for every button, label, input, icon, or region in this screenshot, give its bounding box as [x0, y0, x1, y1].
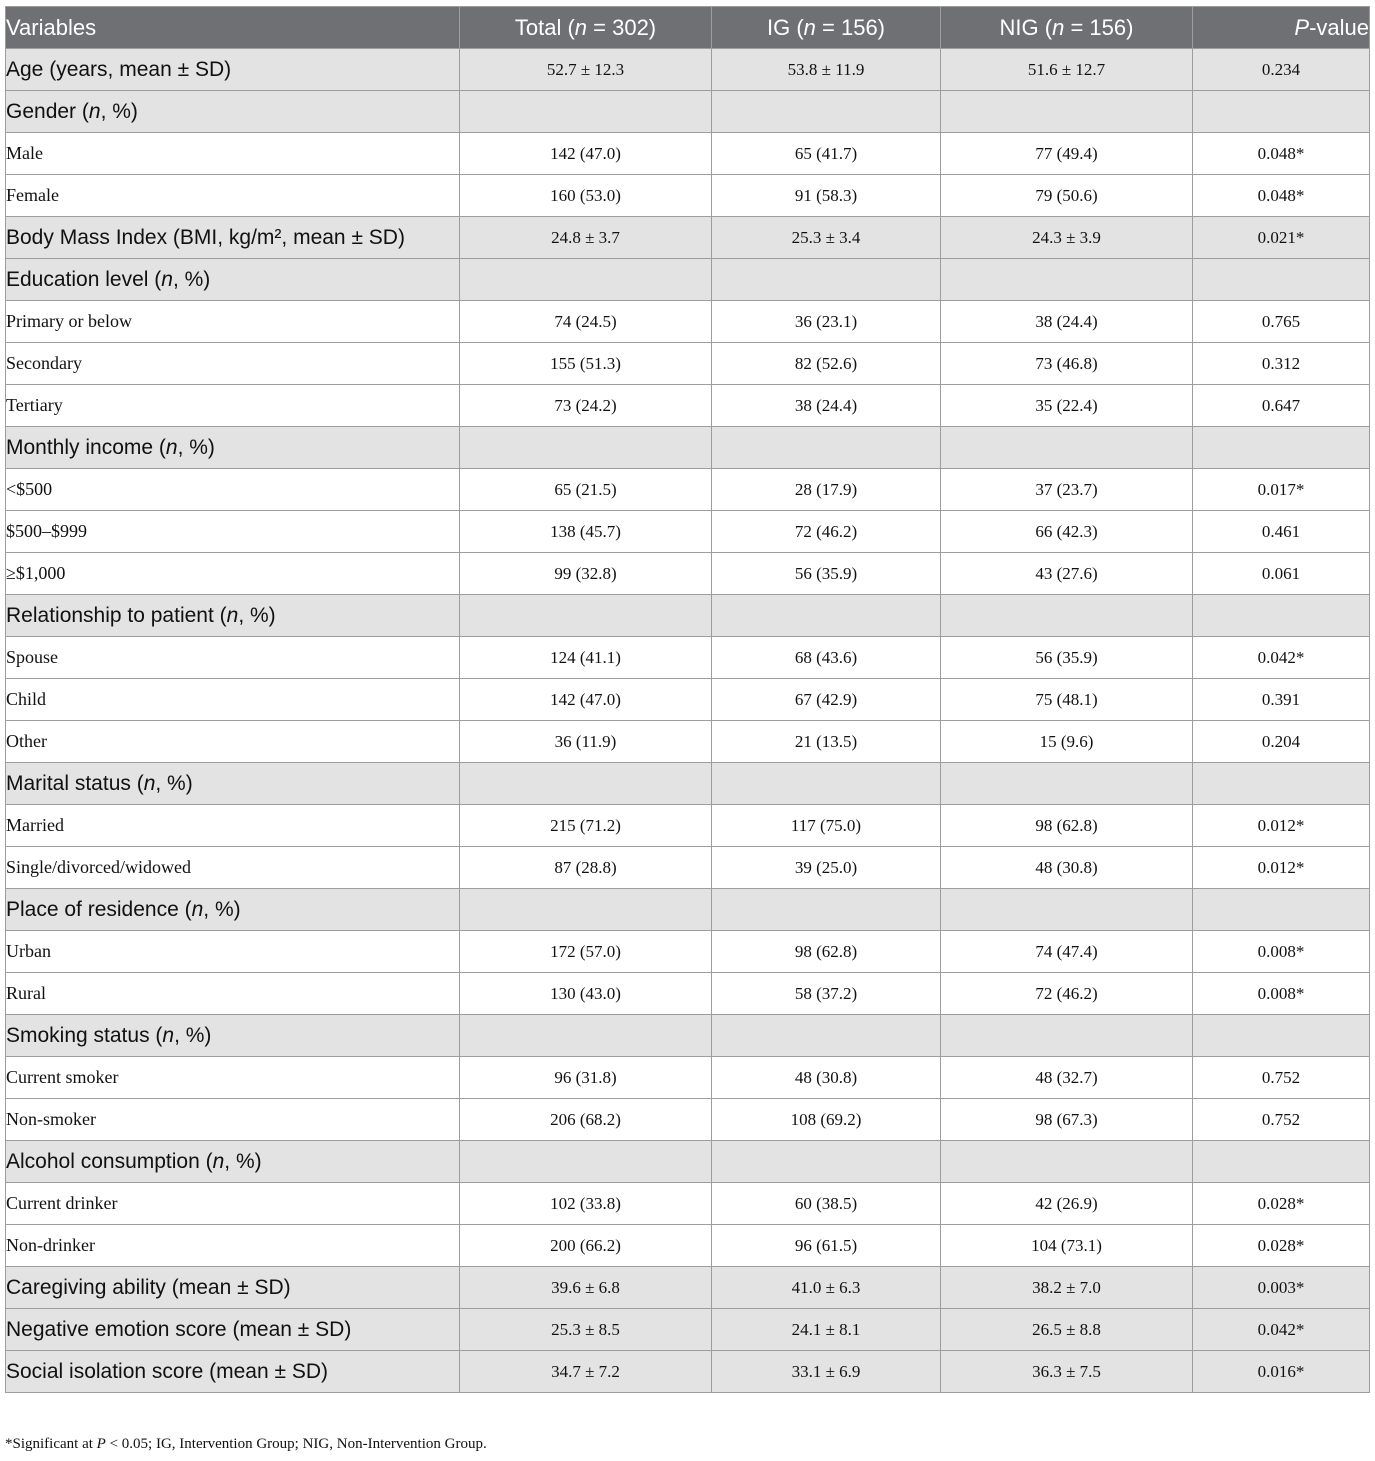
nig-value: 48 (32.7) — [941, 1057, 1193, 1099]
row-label: Body Mass Index (BMI, kg/m², mean ± SD) — [6, 217, 460, 259]
section-empty-cell — [460, 91, 712, 133]
row-label: ≥$1,000 — [6, 553, 460, 595]
ig-value: 60 (38.5) — [712, 1183, 941, 1225]
section-label: Relationship to patient (n, %) — [6, 595, 460, 637]
total-value: 206 (68.2) — [460, 1099, 712, 1141]
nig-value: 48 (30.8) — [941, 847, 1193, 889]
section-empty-cell — [1193, 595, 1370, 637]
nig-value: 104 (73.1) — [941, 1225, 1193, 1267]
section-empty-cell — [460, 427, 712, 469]
total-value: 172 (57.0) — [460, 931, 712, 973]
total-value: 24.8 ± 3.7 — [460, 217, 712, 259]
header-pvalue: P-value — [1193, 7, 1370, 49]
total-value: 74 (24.5) — [460, 301, 712, 343]
total-value: 142 (47.0) — [460, 679, 712, 721]
nig-value: 24.3 ± 3.9 — [941, 217, 1193, 259]
row-label: Age (years, mean ± SD) — [6, 49, 460, 91]
header-total: Total (n = 302) — [460, 7, 712, 49]
p-value: 0.048* — [1193, 133, 1370, 175]
section-empty-cell — [712, 91, 941, 133]
p-value: 0.765 — [1193, 301, 1370, 343]
nig-value: 35 (22.4) — [941, 385, 1193, 427]
ig-value: 68 (43.6) — [712, 637, 941, 679]
total-value: 155 (51.3) — [460, 343, 712, 385]
row-label: Non-drinker — [6, 1225, 460, 1267]
p-value: 0.752 — [1193, 1099, 1370, 1141]
row-label: Female — [6, 175, 460, 217]
summary-row — [6, 49, 1370, 91]
row-label: Spouse — [6, 637, 460, 679]
section-empty-cell — [1193, 1015, 1370, 1057]
table-row — [6, 469, 1370, 511]
section-empty-cell — [941, 91, 1193, 133]
total-value: 124 (41.1) — [460, 637, 712, 679]
row-label: Current smoker — [6, 1057, 460, 1099]
row-label: $500–$999 — [6, 511, 460, 553]
ig-value: 98 (62.8) — [712, 931, 941, 973]
section-empty-cell — [1193, 427, 1370, 469]
section-header-row — [6, 427, 1370, 469]
summary-row — [6, 1267, 1370, 1309]
section-empty-cell — [1193, 259, 1370, 301]
p-value: 0.008* — [1193, 931, 1370, 973]
section-label: Education level (n, %) — [6, 259, 460, 301]
section-empty-cell — [941, 1015, 1193, 1057]
section-empty-cell — [941, 595, 1193, 637]
nig-value: 37 (23.7) — [941, 469, 1193, 511]
section-label: Gender (n, %) — [6, 91, 460, 133]
section-empty-cell — [1193, 763, 1370, 805]
row-label: Single/divorced/widowed — [6, 847, 460, 889]
total-value: 102 (33.8) — [460, 1183, 712, 1225]
p-value: 0.042* — [1193, 1309, 1370, 1351]
p-value: 0.647 — [1193, 385, 1370, 427]
row-label: Urban — [6, 931, 460, 973]
section-label: Place of residence (n, %) — [6, 889, 460, 931]
total-value: 73 (24.2) — [460, 385, 712, 427]
ig-value: 117 (75.0) — [712, 805, 941, 847]
table-row — [6, 721, 1370, 763]
row-label: Negative emotion score (mean ± SD) — [6, 1309, 460, 1351]
section-label: Monthly income (n, %) — [6, 427, 460, 469]
total-value: 160 (53.0) — [460, 175, 712, 217]
nig-value: 72 (46.2) — [941, 973, 1193, 1015]
p-value: 0.042* — [1193, 637, 1370, 679]
p-value: 0.048* — [1193, 175, 1370, 217]
p-value: 0.461 — [1193, 511, 1370, 553]
nig-value: 15 (9.6) — [941, 721, 1193, 763]
p-value: 0.021* — [1193, 217, 1370, 259]
ig-value: 58 (37.2) — [712, 973, 941, 1015]
section-empty-cell — [460, 1141, 712, 1183]
nig-value: 56 (35.9) — [941, 637, 1193, 679]
section-empty-cell — [941, 889, 1193, 931]
row-label: Caregiving ability (mean ± SD) — [6, 1267, 460, 1309]
total-value: 52.7 ± 12.3 — [460, 49, 712, 91]
p-value: 0.061 — [1193, 553, 1370, 595]
total-value: 96 (31.8) — [460, 1057, 712, 1099]
nig-value: 51.6 ± 12.7 — [941, 49, 1193, 91]
summary-row — [6, 1309, 1370, 1351]
section-header-row — [6, 1141, 1370, 1183]
section-header-row — [6, 1015, 1370, 1057]
section-empty-cell — [460, 889, 712, 931]
ig-value: 24.1 ± 8.1 — [712, 1309, 941, 1351]
row-label: Primary or below — [6, 301, 460, 343]
table-header-row — [6, 7, 1370, 49]
ig-value: 108 (69.2) — [712, 1099, 941, 1141]
ig-value: 53.8 ± 11.9 — [712, 49, 941, 91]
table-row — [6, 511, 1370, 553]
section-empty-cell — [712, 763, 941, 805]
p-value: 0.012* — [1193, 805, 1370, 847]
section-label: Marital status (n, %) — [6, 763, 460, 805]
p-value: 0.391 — [1193, 679, 1370, 721]
nig-value: 42 (26.9) — [941, 1183, 1193, 1225]
table-row — [6, 1099, 1370, 1141]
row-label: Non-smoker — [6, 1099, 460, 1141]
section-empty-cell — [460, 763, 712, 805]
table-row — [6, 343, 1370, 385]
p-value: 0.204 — [1193, 721, 1370, 763]
table-row — [6, 301, 1370, 343]
section-empty-cell — [712, 1141, 941, 1183]
total-value: 99 (32.8) — [460, 553, 712, 595]
ig-value: 67 (42.9) — [712, 679, 941, 721]
p-value: 0.234 — [1193, 49, 1370, 91]
section-empty-cell — [941, 427, 1193, 469]
nig-value: 26.5 ± 8.8 — [941, 1309, 1193, 1351]
ig-value: 65 (41.7) — [712, 133, 941, 175]
summary-row — [6, 1351, 1370, 1393]
section-empty-cell — [941, 1141, 1193, 1183]
row-label: <$500 — [6, 469, 460, 511]
total-value: 39.6 ± 6.8 — [460, 1267, 712, 1309]
nig-value: 98 (67.3) — [941, 1099, 1193, 1141]
section-header-row — [6, 91, 1370, 133]
table-row — [6, 385, 1370, 427]
nig-value: 73 (46.8) — [941, 343, 1193, 385]
ig-value: 36 (23.1) — [712, 301, 941, 343]
p-value: 0.752 — [1193, 1057, 1370, 1099]
row-label: Current drinker — [6, 1183, 460, 1225]
ig-value: 91 (58.3) — [712, 175, 941, 217]
table-row — [6, 1057, 1370, 1099]
ig-value: 25.3 ± 3.4 — [712, 217, 941, 259]
section-label: Smoking status (n, %) — [6, 1015, 460, 1057]
section-empty-cell — [460, 1015, 712, 1057]
row-label: Married — [6, 805, 460, 847]
header-ig: IG (n = 156) — [712, 7, 941, 49]
table-row — [6, 973, 1370, 1015]
row-label: Social isolation score (mean ± SD) — [6, 1351, 460, 1393]
table-row — [6, 805, 1370, 847]
nig-value: 36.3 ± 7.5 — [941, 1351, 1193, 1393]
total-value: 215 (71.2) — [460, 805, 712, 847]
total-value: 36 (11.9) — [460, 721, 712, 763]
nig-value: 66 (42.3) — [941, 511, 1193, 553]
section-empty-cell — [941, 259, 1193, 301]
header-nig: NIG (n = 156) — [941, 7, 1193, 49]
section-empty-cell — [712, 1015, 941, 1057]
total-value: 34.7 ± 7.2 — [460, 1351, 712, 1393]
total-value: 65 (21.5) — [460, 469, 712, 511]
total-value: 138 (45.7) — [460, 511, 712, 553]
ig-value: 28 (17.9) — [712, 469, 941, 511]
p-value: 0.312 — [1193, 343, 1370, 385]
nig-value: 75 (48.1) — [941, 679, 1193, 721]
row-label: Secondary — [6, 343, 460, 385]
total-value: 25.3 ± 8.5 — [460, 1309, 712, 1351]
row-label: Rural — [6, 973, 460, 1015]
section-label: Alcohol consumption (n, %) — [6, 1141, 460, 1183]
table-row — [6, 553, 1370, 595]
ig-value: 39 (25.0) — [712, 847, 941, 889]
section-empty-cell — [941, 763, 1193, 805]
section-header-row — [6, 595, 1370, 637]
table-row — [6, 175, 1370, 217]
nig-value: 79 (50.6) — [941, 175, 1193, 217]
section-empty-cell — [712, 427, 941, 469]
nig-value: 43 (27.6) — [941, 553, 1193, 595]
p-value: 0.028* — [1193, 1225, 1370, 1267]
ig-value: 48 (30.8) — [712, 1057, 941, 1099]
nig-value: 38 (24.4) — [941, 301, 1193, 343]
total-value: 130 (43.0) — [460, 973, 712, 1015]
section-empty-cell — [460, 595, 712, 637]
ig-value: 72 (46.2) — [712, 511, 941, 553]
ig-value: 41.0 ± 6.3 — [712, 1267, 941, 1309]
section-empty-cell — [1193, 1141, 1370, 1183]
table-row — [6, 1225, 1370, 1267]
ig-value: 33.1 ± 6.9 — [712, 1351, 941, 1393]
ig-value: 82 (52.6) — [712, 343, 941, 385]
p-value: 0.017* — [1193, 469, 1370, 511]
table-row — [6, 637, 1370, 679]
ig-value: 56 (35.9) — [712, 553, 941, 595]
section-header-row — [6, 889, 1370, 931]
table-row — [6, 133, 1370, 175]
table-row — [6, 847, 1370, 889]
ig-value: 38 (24.4) — [712, 385, 941, 427]
p-value: 0.003* — [1193, 1267, 1370, 1309]
row-label: Other — [6, 721, 460, 763]
p-value: 0.012* — [1193, 847, 1370, 889]
nig-value: 38.2 ± 7.0 — [941, 1267, 1193, 1309]
summary-row — [6, 217, 1370, 259]
total-value: 87 (28.8) — [460, 847, 712, 889]
p-value: 0.008* — [1193, 973, 1370, 1015]
p-value: 0.016* — [1193, 1351, 1370, 1393]
section-empty-cell — [712, 889, 941, 931]
section-header-row — [6, 259, 1370, 301]
ig-value: 96 (61.5) — [712, 1225, 941, 1267]
header-variables: Variables — [6, 7, 460, 49]
total-value: 142 (47.0) — [460, 133, 712, 175]
table-row — [6, 1183, 1370, 1225]
table-footnote: *Significant at P < 0.05; IG, Intervention Group; NIG, Non-Intervention Group. — [5, 1436, 487, 1452]
section-empty-cell — [460, 259, 712, 301]
section-header-row — [6, 763, 1370, 805]
nig-value: 98 (62.8) — [941, 805, 1193, 847]
nig-value: 74 (47.4) — [941, 931, 1193, 973]
ig-value: 21 (13.5) — [712, 721, 941, 763]
row-label: Male — [6, 133, 460, 175]
table-row — [6, 679, 1370, 721]
section-empty-cell — [712, 259, 941, 301]
section-empty-cell — [712, 595, 941, 637]
table-row — [6, 931, 1370, 973]
total-value: 200 (66.2) — [460, 1225, 712, 1267]
demographics-table — [5, 6, 1370, 1393]
row-label: Child — [6, 679, 460, 721]
section-empty-cell — [1193, 91, 1370, 133]
row-label: Tertiary — [6, 385, 460, 427]
section-empty-cell — [1193, 889, 1370, 931]
p-value: 0.028* — [1193, 1183, 1370, 1225]
nig-value: 77 (49.4) — [941, 133, 1193, 175]
